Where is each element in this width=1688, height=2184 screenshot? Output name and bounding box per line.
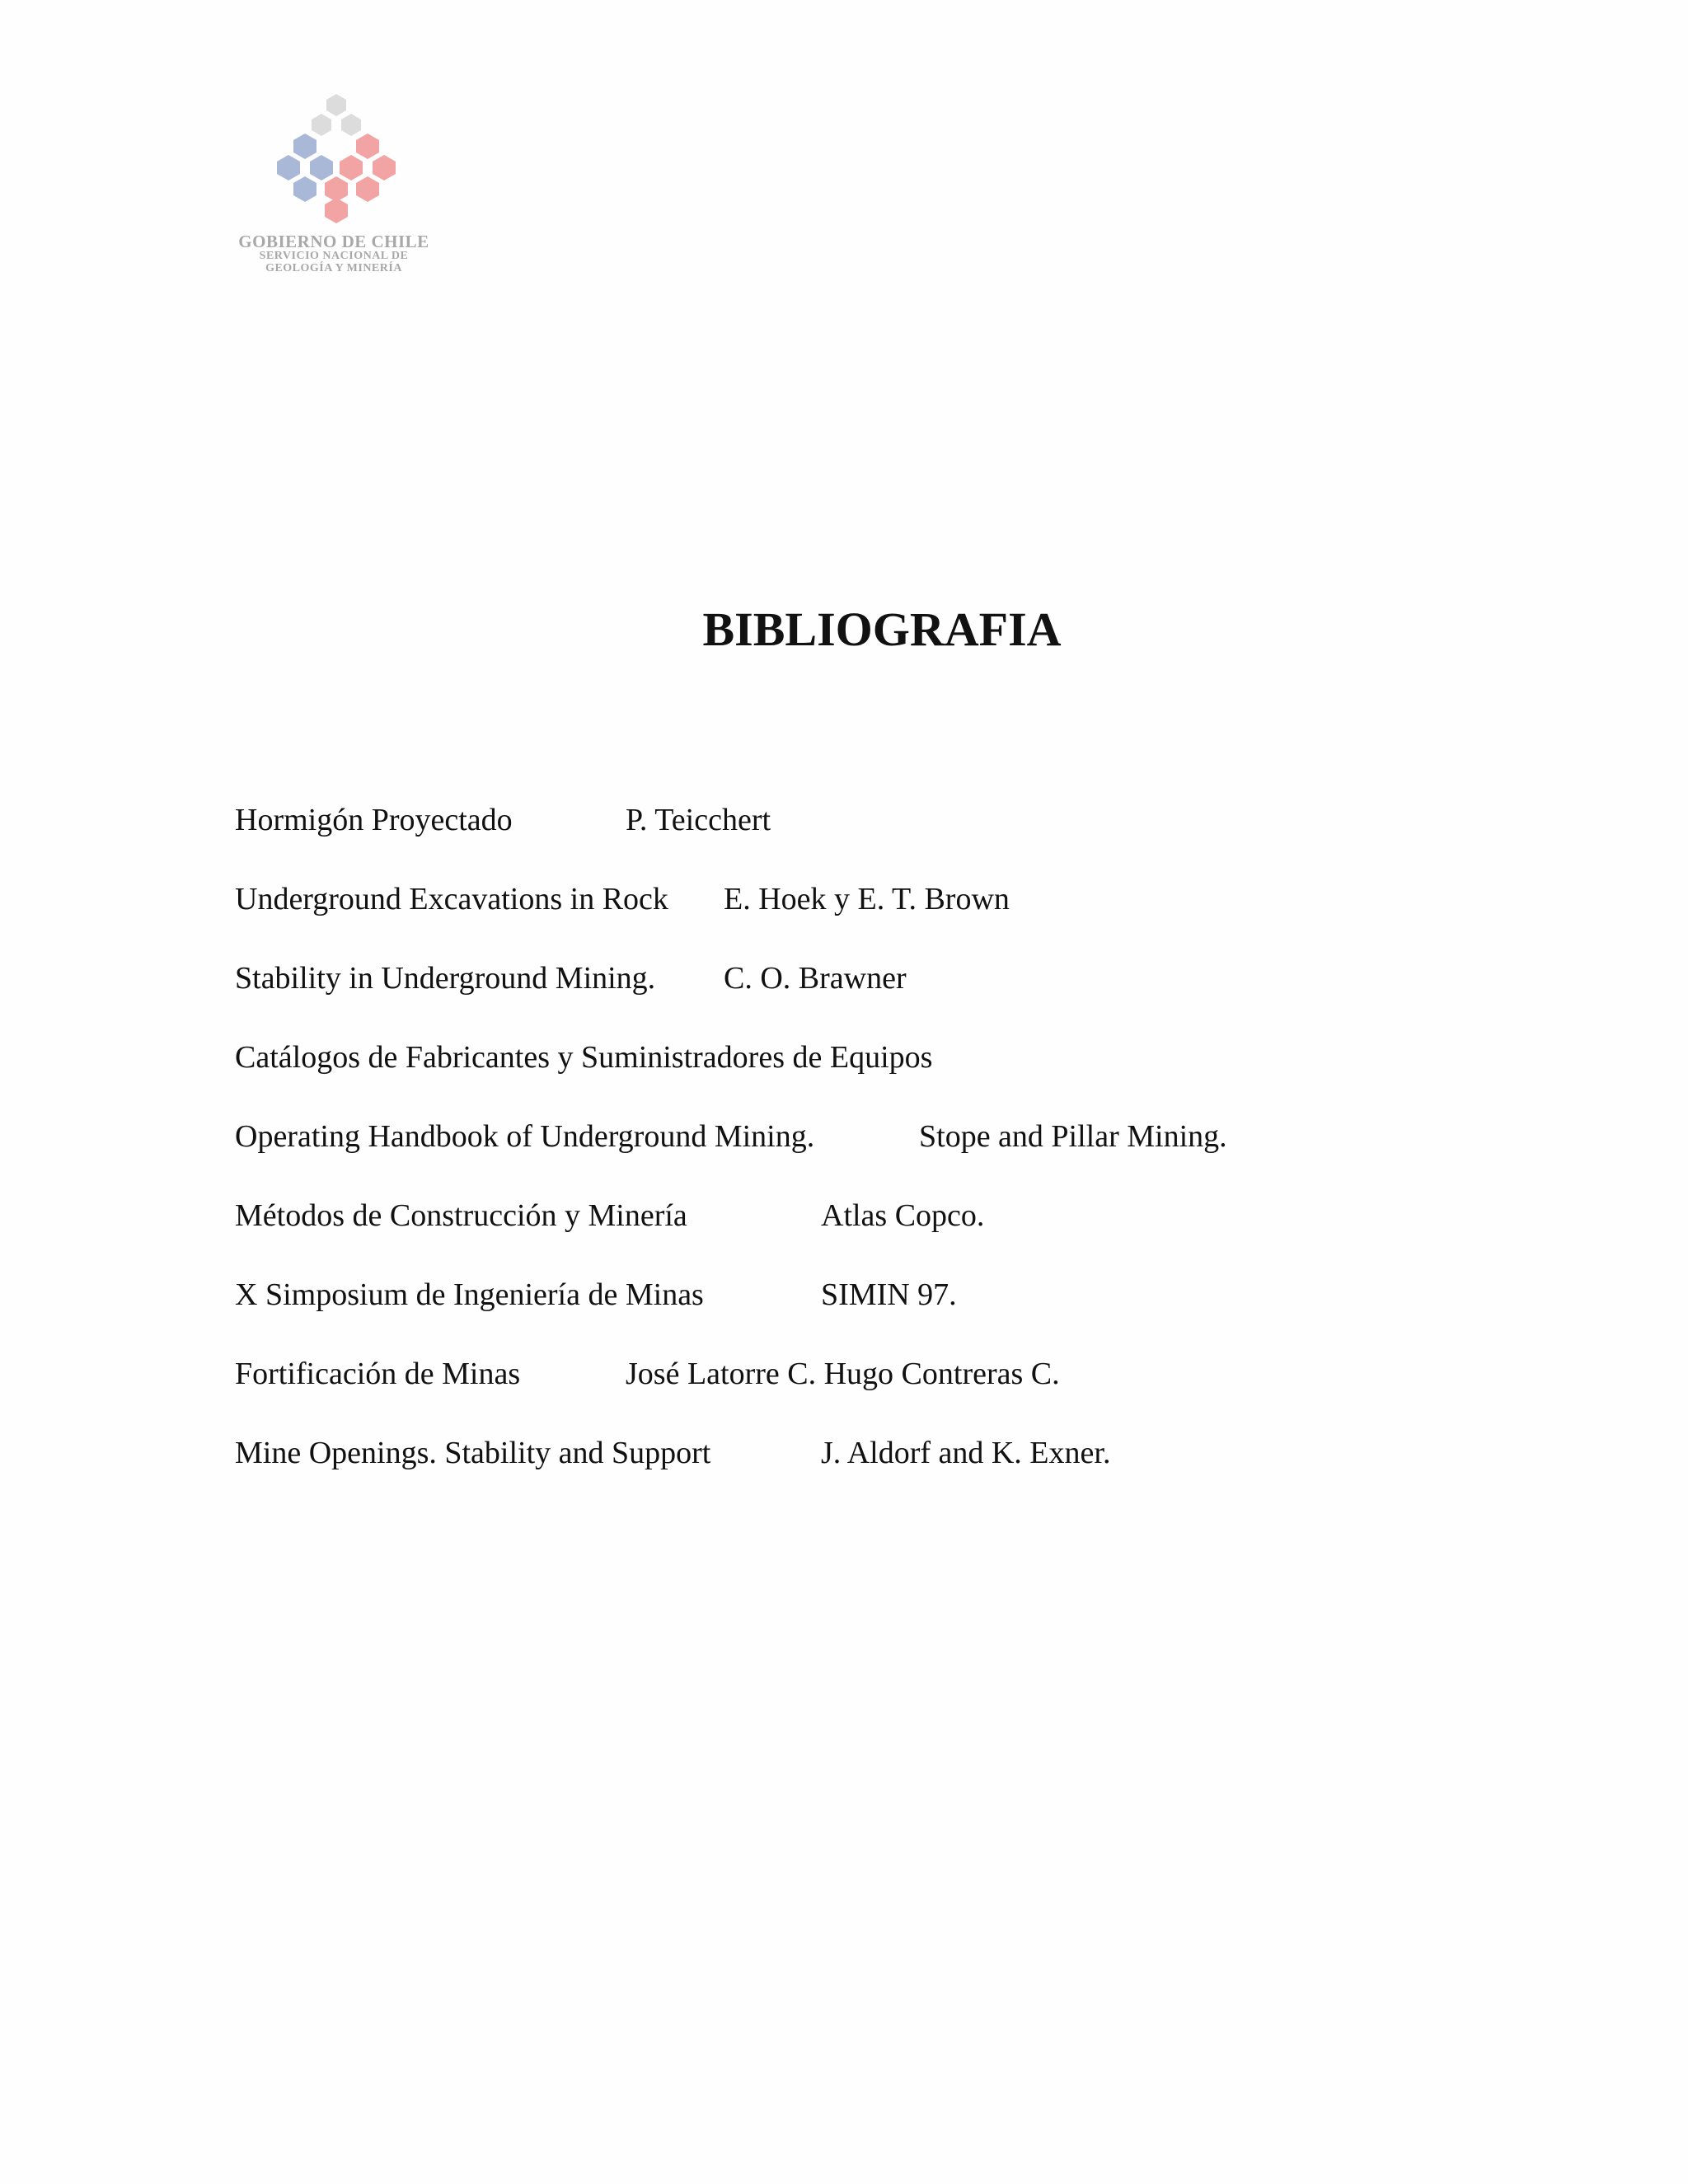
reference-author: P. Teicchert — [626, 803, 771, 837]
reference-author: José Latorre C. Hugo Contreras C. — [626, 1357, 1060, 1391]
reference-work: Operating Handbook of Underground Mining. — [235, 1119, 815, 1154]
gobierno-de-chile-logo — [231, 91, 445, 288]
reference-work: Mine Openings. Stability and Support — [235, 1436, 711, 1470]
logo-caption — [231, 232, 437, 274]
reference-work: Fortificación de Minas — [235, 1357, 521, 1391]
reference-author: SIMIN 97. — [821, 1277, 957, 1312]
reference-author: Atlas Copco. — [821, 1198, 985, 1233]
page-title: BIBLIOGRAFIA — [702, 602, 1062, 656]
logo-line-government: GOBIERNO DE CHILE — [238, 232, 429, 251]
reference-work: Underground Excavations in Rock — [235, 882, 668, 916]
reference-author: C. O. Brawner — [724, 961, 907, 996]
reference-work: Hormigón Proyectado — [235, 803, 513, 837]
logo-emblem-icon — [264, 91, 412, 231]
reference-author: E. Hoek y E. T. Brown — [724, 882, 1010, 916]
reference-author: Stope and Pillar Mining. — [919, 1119, 1227, 1154]
reference-work: Métodos de Construcción y Minería — [235, 1198, 687, 1233]
logo-line-geology: GEOLOGÍA Y MINERÍA — [265, 261, 402, 274]
reference-work: Stability in Underground Mining. — [235, 961, 656, 996]
reference-work: Catálogos de Fabricantes y Suministradores de Equipos — [235, 1040, 933, 1075]
reference-work: X Simposium de Ingeniería de Minas — [235, 1277, 704, 1312]
reference-author: J. Aldorf and K. Exner. — [821, 1436, 1111, 1470]
logo-line-service: SERVICIO NACIONAL DE — [259, 250, 409, 263]
